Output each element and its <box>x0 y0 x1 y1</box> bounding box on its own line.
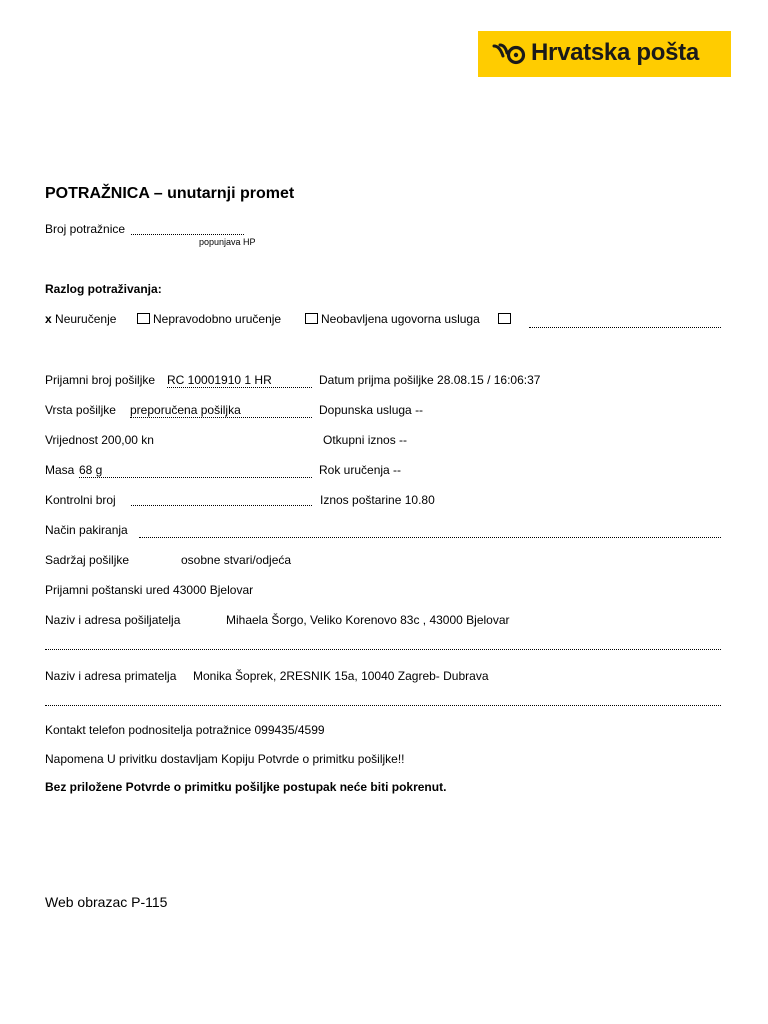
posiljatelj-separator <box>45 649 721 650</box>
masa-label: Masa <box>45 463 75 477</box>
masa-value[interactable]: 68 g <box>79 463 312 478</box>
checkbox-nepravodobno[interactable] <box>137 313 150 324</box>
primatelj-label: Naziv i adresa primatelja <box>45 669 177 683</box>
option-2-wrap <box>137 312 281 326</box>
checkbox-other[interactable] <box>498 313 511 324</box>
kontakt-telefon: Kontakt telefon podnositelja potražnice 099435/4599 <box>45 723 325 737</box>
broj-potraznice-hint: popunjava HP <box>199 237 256 247</box>
web-obrazac: Web obrazac P-115 <box>45 894 168 910</box>
napomena: Napomena U privitku dostavljam Kopiju Potvrde o primitku pošiljke!! <box>45 752 405 766</box>
dopunska-usluga: Dopunska usluga -- <box>319 403 424 417</box>
iznos-postarine: Iznos poštarine 10.80 <box>320 493 435 507</box>
option-neobavljena: Neobavljena ugovorna usluga <box>321 312 480 326</box>
other-reason-field[interactable] <box>529 327 721 328</box>
rok-urucenja: Rok uručenja -- <box>319 463 402 477</box>
datum-prijma: Datum prijma pošiljke 28.08.15 / 16:06:37 <box>319 373 541 387</box>
kontrolni-broj-field[interactable] <box>131 493 312 506</box>
razlog-title: Razlog potraživanja: <box>45 282 162 296</box>
broj-potraznice-label: Broj potražnice <box>45 222 126 236</box>
primatelj-value: Monika Šoprek, 2RESNIK 15a, 10040 Zagreb- Dubrava <box>193 669 489 683</box>
primatelj-separator <box>45 705 721 706</box>
checkbox-neobavljena[interactable] <box>305 313 318 324</box>
sadrzaj-label: Sadržaj pošiljke <box>45 553 130 567</box>
vrijednost: Vrijednost 200,00 kn <box>45 433 154 447</box>
vrsta-value[interactable]: preporučena pošiljka <box>130 403 312 418</box>
option-neurucenje: Neuručenje <box>55 312 117 326</box>
razlog-options <box>45 312 116 326</box>
kontrolni-broj-label: Kontrolni broj <box>45 493 116 507</box>
option-3-wrap <box>305 312 480 326</box>
checkbox-other-wrap <box>498 312 514 326</box>
nacin-pakiranja-field[interactable] <box>139 537 721 538</box>
checkbox-neurucenje-checked[interactable]: x <box>45 312 52 326</box>
form-title: POTRAŽNICA – unutarnji promet <box>45 185 295 202</box>
prijamni-broj-value[interactable]: RC 10001910 1 HR <box>167 373 312 388</box>
nacin-pakiranja-label: Način pakiranja <box>45 523 128 537</box>
prijamni-ured: Prijamni poštanski ured 43000 Bjelovar <box>45 583 254 597</box>
prijamni-broj-label: Prijamni broj pošiljke <box>45 373 156 387</box>
vrsta-label: Vrsta pošiljke <box>45 403 116 417</box>
logo-text: Hrvatska pošta <box>531 39 699 66</box>
posiljatelj-value: Mihaela Šorgo, Veliko Korenovo 83c , 43000 Bjelovar <box>226 613 510 627</box>
hrvatska-posta-logo <box>478 31 731 77</box>
post-horn-icon <box>492 42 526 66</box>
otkupni-iznos: Otkupni iznos -- <box>323 433 408 447</box>
warning-text: Bez priložene Potvrde o primitku pošiljke postupak neće biti pokrenut. <box>45 780 447 794</box>
sadrzaj-value: osobne stvari/odjeća <box>181 553 292 567</box>
option-nepravodobno: Nepravodobno uručenje <box>153 312 282 326</box>
posiljatelj-label: Naziv i adresa pošiljatelja <box>45 613 181 627</box>
broj-potraznice-field[interactable] <box>131 222 244 235</box>
